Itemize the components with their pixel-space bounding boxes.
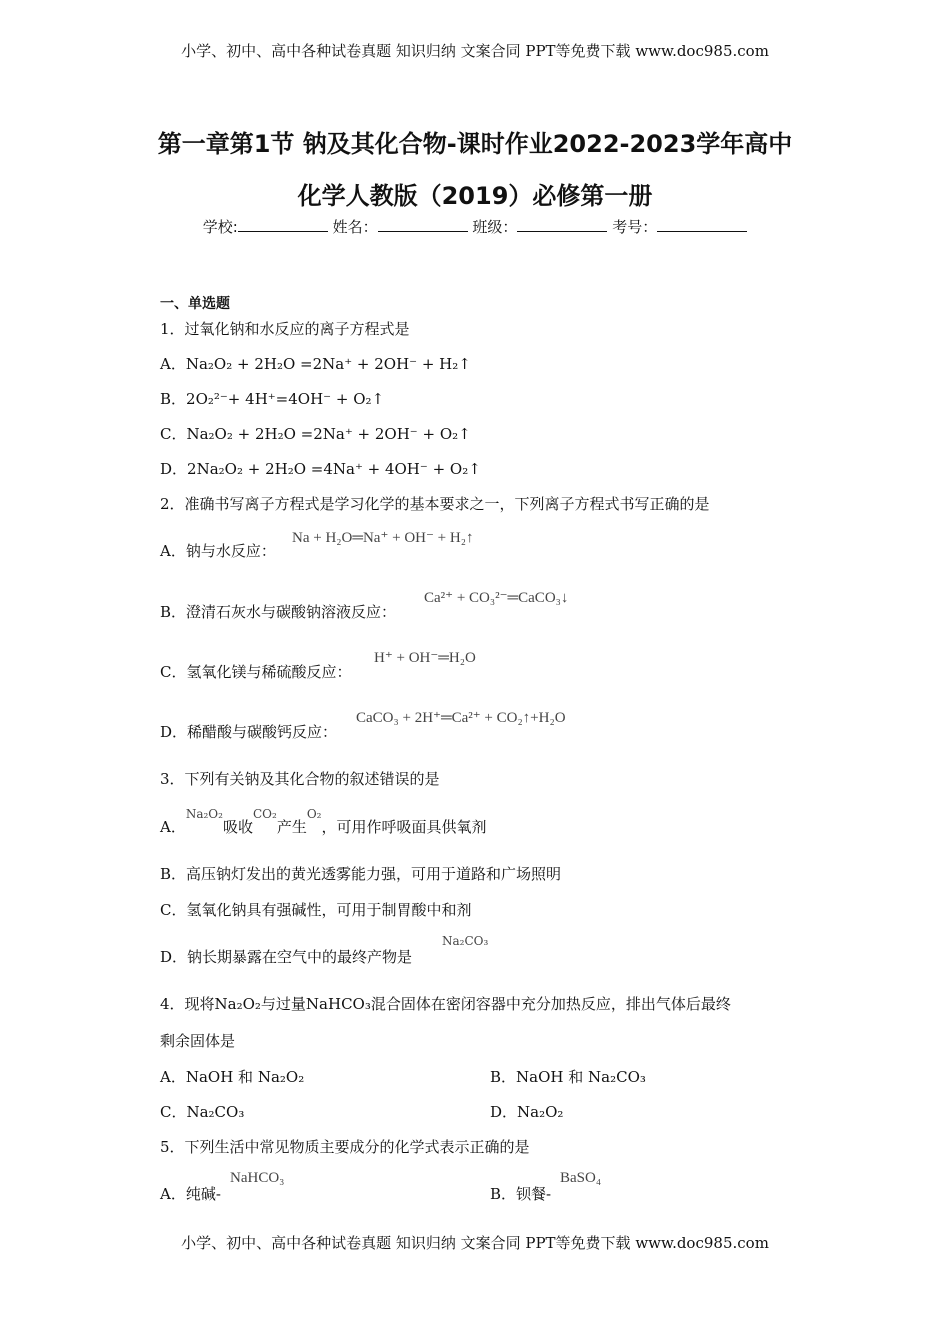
q3-option-d: D．钠长期暴露在空气中的最终产物是 xyxy=(160,948,413,966)
q3-option-d-formula: Na₂CO₃ xyxy=(442,934,489,948)
exam-no-label: 考号： xyxy=(612,218,658,236)
q4-option-b: B．NaOH 和 Na₂CO₃ xyxy=(490,1068,646,1086)
exam-no-blank[interactable] xyxy=(657,219,747,232)
q4-stem-line-2: 剩余固体是 xyxy=(160,1032,236,1050)
q3-stem: 3．下列有关钠及其化合物的叙述错误的是 xyxy=(160,770,440,788)
q3-a-label: A． xyxy=(160,818,186,836)
q1-option-d: D．2Na₂O₂ + 2H₂O =4Na⁺ + 4OH⁻ + O₂↑ xyxy=(160,460,481,478)
q5-stem: 5．下列生活中常见物质主要成分的化学式表示正确的是 xyxy=(160,1138,530,1156)
q2-option-c-equation: H⁺ + OH⁻═H₂O xyxy=(374,650,476,666)
student-info-fields xyxy=(0,216,950,237)
page-header: 小学、初中、高中各种试卷真题 知识归纳 文案合同 PPT等免费下载 www.doc985.com xyxy=(181,42,769,60)
q3-a-text-2: 产生 xyxy=(276,818,307,836)
q3-option-a xyxy=(160,807,487,837)
school-label: 学校: xyxy=(202,218,238,236)
q4-option-d: D．Na₂O₂ xyxy=(490,1103,564,1121)
q3-a-formula-3: O₂ xyxy=(306,807,322,821)
q3-a-text-3: ，可用作呼吸面具供氧剂 xyxy=(321,818,487,836)
title-line-2: 化学人教版（2019）必修第一册 xyxy=(297,182,653,210)
q5-option-a-formula: NaHCO₃ xyxy=(230,1170,285,1186)
school-blank[interactable] xyxy=(238,219,328,232)
class-blank[interactable] xyxy=(517,219,607,232)
q3-option-c: C．氢氧化钠具有强碱性，可用于制胃酸中和剂 xyxy=(160,901,472,919)
q2-option-d-equation: CaCO₃ + 2H⁺═Ca²⁺ + CO₂↑+H₂O xyxy=(356,710,566,726)
q2-option-d: D．稀醋酸与碳酸钙反应： xyxy=(160,723,338,741)
title-line-1: 第一章第1节 钠及其化合物-课时作业2022-2023学年高中 xyxy=(157,130,793,158)
name-label: 姓名： xyxy=(332,218,378,236)
q3-option-b: B．高压钠灯发出的黄光透雾能力强，可用于道路和广场照明 xyxy=(160,865,562,883)
page-footer: 小学、初中、高中各种试卷真题 知识归纳 文案合同 PPT等免费下载 www.doc985.com xyxy=(181,1234,769,1252)
q5-option-b-formula: BaSO₄ xyxy=(560,1170,602,1186)
q3-a-formula-2: CO₂ xyxy=(252,807,277,821)
q3-a-text-1: 吸收 xyxy=(222,818,253,836)
q4-option-a: A．NaOH 和 Na₂O₂ xyxy=(160,1068,305,1086)
q1-option-c: C．Na₂O₂ + 2H₂O =2Na⁺ + 2OH⁻ + O₂↑ xyxy=(160,425,471,443)
section-title: 一、单选题 xyxy=(160,296,230,312)
q1-stem: 1．过氧化钠和水反应的离子方程式是 xyxy=(160,320,410,338)
q4-option-c: C．Na₂CO₃ xyxy=(160,1103,245,1121)
q2-option-a: A．钠与水反应： xyxy=(160,542,276,560)
q1-option-a: A．Na₂O₂ + 2H₂O =2Na⁺ + 2OH⁻ + H₂↑ xyxy=(160,355,471,373)
q2-stem: 2．准确书写离子方程式是学习化学的基本要求之一，下列离子方程式书写正确的是 xyxy=(160,495,710,513)
q5-option-b: B．钡餐- xyxy=(490,1185,552,1203)
q2-option-a-equation: Na + H₂O═Na⁺ + OH⁻ + H₂↑ xyxy=(292,530,474,546)
q1-option-b: B．2O₂²⁻+ 4H⁺=4OH⁻ + O₂↑ xyxy=(160,390,385,408)
q3-a-formula-1: Na₂O₂ xyxy=(185,807,223,821)
q5-option-a: A．纯碱- xyxy=(160,1185,221,1203)
name-blank[interactable] xyxy=(378,219,468,232)
class-label: 班级： xyxy=(472,218,518,236)
q2-option-c: C．氢氧化镁与稀硫酸反应： xyxy=(160,663,352,681)
q2-option-b: B．澄清石灰水与碳酸钠溶液反应： xyxy=(160,603,397,621)
q4-stem-line-1: 4．现将Na₂O₂与过量NaHCO₃混合固体在密闭容器中充分加热反应，排出气体后最终 xyxy=(160,995,731,1013)
q2-option-b-equation: Ca²⁺ + CO₃²⁻═CaCO₃↓ xyxy=(424,590,569,606)
